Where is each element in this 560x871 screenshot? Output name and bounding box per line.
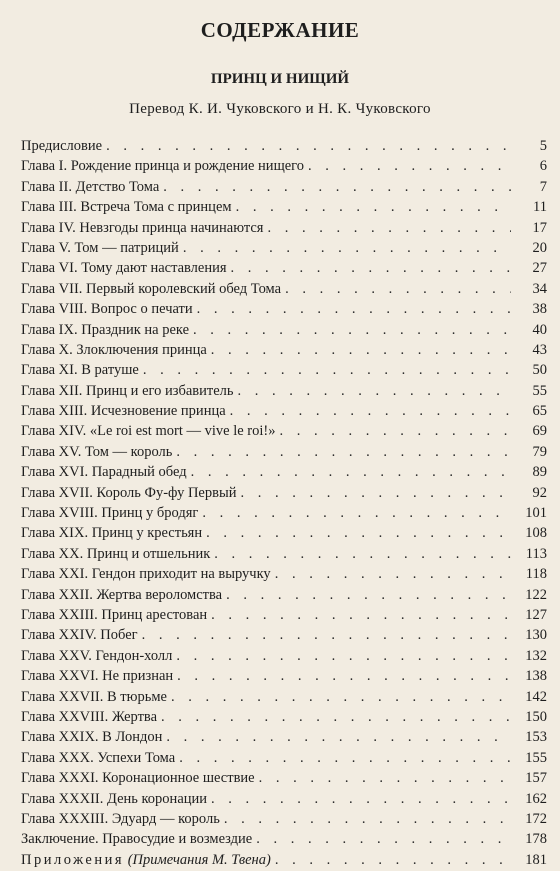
leader-dots bbox=[161, 707, 511, 727]
leader-dots bbox=[177, 666, 511, 686]
toc-entry bbox=[21, 625, 547, 645]
toc-entry bbox=[21, 748, 547, 768]
leader-dots bbox=[202, 503, 511, 523]
leader-dots bbox=[183, 238, 511, 258]
toc-entry-title: Глава XXIII. Принц арестован bbox=[21, 606, 208, 623]
leader-dots bbox=[176, 442, 511, 462]
toc-entry-title: Глава VII. Первый королевский обед Тома bbox=[21, 280, 282, 297]
leader-dots bbox=[171, 687, 511, 707]
toc-entry-title: Глава XXV. Гендон-холл bbox=[21, 647, 173, 664]
toc-entry bbox=[21, 687, 547, 707]
leader-dots bbox=[143, 360, 511, 380]
toc-entry-title: Глава IX. Праздник на реке bbox=[21, 321, 190, 338]
toc-entry-title: Глава XXIX. В Лондон bbox=[21, 729, 163, 746]
toc-entry-title: Глава I. Рождение принца и рождение нищего bbox=[21, 158, 305, 175]
toc-entry-page: 150 bbox=[525, 708, 547, 725]
leader-dots bbox=[211, 605, 511, 625]
toc-entry-page: 153 bbox=[525, 729, 547, 746]
toc-entry-page: 132 bbox=[525, 647, 547, 664]
leader-dots bbox=[106, 136, 511, 156]
leader-dots bbox=[166, 727, 511, 747]
toc-entry bbox=[21, 462, 547, 482]
toc-entry bbox=[21, 218, 547, 238]
appendix-label: Приложения bbox=[21, 851, 125, 868]
toc-entry-page: 50 bbox=[532, 362, 547, 379]
toc-entry bbox=[21, 585, 547, 605]
leader-dots bbox=[226, 585, 511, 605]
toc-entry-title: Глава VIII. Вопрос о печати bbox=[21, 301, 193, 318]
leader-dots bbox=[285, 279, 511, 299]
toc-entry-title: Заключение. Правосудие и возмездие bbox=[21, 831, 253, 848]
leader-dots bbox=[193, 320, 511, 340]
leader-dots bbox=[267, 218, 511, 238]
toc-entry bbox=[21, 340, 547, 360]
appendix-title bbox=[21, 850, 275, 870]
toc-entry-title: Глава XIII. Исчезновение принца bbox=[21, 403, 226, 420]
toc-entry-page: 122 bbox=[525, 586, 547, 603]
toc-entry-title: Глава XXXIII. Эдуард — король bbox=[21, 810, 220, 827]
toc-entry-page: 162 bbox=[525, 790, 547, 807]
toc-entry bbox=[21, 646, 547, 666]
leader-dots bbox=[259, 768, 511, 788]
leader-dots bbox=[211, 789, 511, 809]
toc-entry-title: Глава XXX. Успехи Тома bbox=[21, 749, 176, 766]
leader-dots bbox=[275, 850, 511, 870]
toc-entry bbox=[21, 809, 547, 829]
toc-entry-page: 178 bbox=[525, 831, 547, 848]
toc-entry bbox=[21, 442, 547, 462]
toc-entry bbox=[21, 238, 547, 258]
toc-entry bbox=[21, 503, 547, 523]
leader-dots bbox=[230, 401, 511, 421]
toc-entry-title: Глава XXI. Гендон приходит на выручку bbox=[21, 566, 271, 583]
toc-entry bbox=[21, 360, 547, 380]
toc-entry bbox=[21, 177, 547, 197]
toc-entry-page: 127 bbox=[525, 606, 547, 623]
leader-dots bbox=[224, 809, 511, 829]
toc-entry-title: Глава V. Том — патриций bbox=[21, 239, 179, 256]
toc-entry-page: 142 bbox=[525, 688, 547, 705]
leader-dots bbox=[279, 421, 511, 441]
toc-entry-page: 5 bbox=[539, 138, 547, 154]
toc-entry-page: 181 bbox=[525, 851, 547, 868]
toc-entry bbox=[21, 523, 547, 543]
toc-entry-page: 92 bbox=[532, 484, 547, 501]
toc-entry-page: 101 bbox=[525, 505, 547, 522]
toc-entry-title: Глава XVII. Король Фу-фу Первый bbox=[21, 484, 237, 501]
leader-dots bbox=[197, 299, 511, 319]
leader-dots bbox=[275, 564, 511, 584]
toc-entry bbox=[21, 279, 547, 299]
toc-entry bbox=[21, 381, 547, 401]
toc-entry bbox=[21, 727, 547, 747]
toc-entry-page: 138 bbox=[525, 668, 547, 685]
leader-dots bbox=[231, 258, 511, 278]
toc-entry bbox=[21, 258, 547, 278]
toc-entry bbox=[21, 544, 547, 564]
toc-entry bbox=[21, 666, 547, 686]
toc-entry bbox=[21, 605, 547, 625]
toc-entry-page: 17 bbox=[532, 219, 547, 236]
toc-entry-title: Глава X. Злоключения принца bbox=[21, 341, 207, 358]
toc-entry bbox=[21, 768, 547, 788]
toc-entry-title: Глава XV. Том — король bbox=[21, 443, 173, 460]
toc-entry-title: Глава XXII. Жертва вероломства bbox=[21, 586, 223, 603]
toc-entry-page: 118 bbox=[525, 566, 547, 583]
toc-entry-page: 34 bbox=[532, 280, 547, 297]
toc-entry-page: 38 bbox=[532, 301, 547, 318]
leader-dots bbox=[240, 483, 511, 503]
toc-entry bbox=[21, 136, 547, 156]
toc-entry bbox=[21, 299, 547, 319]
toc-entry-page: 11 bbox=[533, 199, 547, 216]
leader-dots bbox=[236, 197, 511, 217]
toc-entry-page: 69 bbox=[532, 423, 547, 440]
toc-entry-page: 55 bbox=[532, 382, 547, 399]
toc-entry-page: 6 bbox=[539, 158, 547, 175]
toc-entry-title: Глава II. Детство Тома bbox=[21, 178, 160, 195]
leader-dots bbox=[179, 748, 511, 768]
table-of-contents bbox=[21, 136, 547, 870]
toc-entry-page: 157 bbox=[525, 770, 547, 787]
appendix-note: (Примечания М. Твена) bbox=[127, 851, 271, 868]
toc-entry bbox=[21, 156, 547, 176]
toc-entry-title: Глава XII. Принц и его избавитель bbox=[21, 382, 234, 399]
toc-entry-page: 172 bbox=[525, 810, 547, 827]
toc-entry-title: Глава XX. Принц и отшельник bbox=[21, 545, 211, 562]
toc-entry bbox=[21, 707, 547, 727]
toc-entry-page: 27 bbox=[532, 260, 547, 277]
leader-dots bbox=[214, 544, 511, 564]
toc-entry-title: Глава VI. Тому дают наставления bbox=[21, 260, 227, 277]
toc-entry-title: Глава IV. Невзгоды принца начинаются bbox=[21, 219, 264, 236]
toc-entry-page: 108 bbox=[525, 525, 547, 542]
toc-entry bbox=[21, 564, 547, 584]
toc-entry-title: Глава XVIII. Принц у бродяг bbox=[21, 505, 199, 522]
leader-dots bbox=[308, 156, 511, 176]
toc-entry bbox=[21, 829, 547, 849]
leader-dots bbox=[206, 523, 511, 543]
toc-entry-page: 130 bbox=[525, 627, 547, 644]
toc-entry-page: 7 bbox=[539, 178, 547, 195]
toc-entry bbox=[21, 320, 547, 340]
toc-entry-title: Глава XVI. Парадный обед bbox=[21, 464, 187, 481]
toc-entry-title: Глава XIX. Принц у крестьян bbox=[21, 525, 203, 542]
toc-entry-title: Глава XXVIII. Жертва bbox=[21, 708, 158, 725]
toc-entry-page: 40 bbox=[532, 321, 547, 338]
toc-entry-page: 79 bbox=[532, 443, 547, 460]
toc-entry-page: 89 bbox=[532, 464, 547, 481]
toc-entry-page: 113 bbox=[525, 545, 547, 562]
toc-entry-title: Глава XXXII. День коронации bbox=[21, 790, 208, 807]
toc-entry-page: 65 bbox=[532, 403, 547, 420]
toc-entry bbox=[21, 197, 547, 217]
toc-entry-title: Глава XXIV. Побег bbox=[21, 627, 138, 644]
translators-line: Перевод К. И. Чуковского и Н. К. Чуковского bbox=[129, 101, 431, 117]
toc-entry-title: Глава XI. В ратуше bbox=[21, 362, 139, 379]
leader-dots bbox=[191, 462, 511, 482]
leader-dots bbox=[211, 340, 511, 360]
leader-dots bbox=[163, 177, 511, 197]
toc-entry-page: 43 bbox=[532, 341, 547, 358]
book-title: ПРИНЦ И НИЩИЙ bbox=[210, 71, 350, 87]
toc-entry-title: Глава XXVI. Не признан bbox=[21, 668, 174, 685]
toc-entry-page: 155 bbox=[525, 749, 547, 766]
toc-entry-title: Глава XXVII. В тюрьме bbox=[21, 688, 167, 705]
toc-entry-title: Предисловие bbox=[21, 138, 103, 154]
leader-dots bbox=[256, 829, 511, 849]
toc-entry bbox=[21, 483, 547, 503]
page-heading: СОДЕРЖАНИЕ bbox=[200, 18, 360, 42]
leader-dots bbox=[238, 381, 512, 401]
toc-entry bbox=[21, 421, 547, 441]
leader-dots bbox=[142, 625, 511, 645]
toc-entry-appendix bbox=[21, 850, 547, 870]
toc-entry bbox=[21, 789, 547, 809]
toc-entry bbox=[21, 401, 547, 421]
toc-entry-title: Глава III. Встреча Тома с принцем bbox=[21, 199, 232, 216]
leader-dots bbox=[176, 646, 511, 666]
toc-entry-page: 20 bbox=[532, 239, 547, 256]
toc-entry-title: Глава XXXI. Коронационное шествие bbox=[21, 770, 255, 787]
toc-entry-title: Глава XIV. «Le roi est mort — vive le roi!» bbox=[21, 423, 276, 440]
